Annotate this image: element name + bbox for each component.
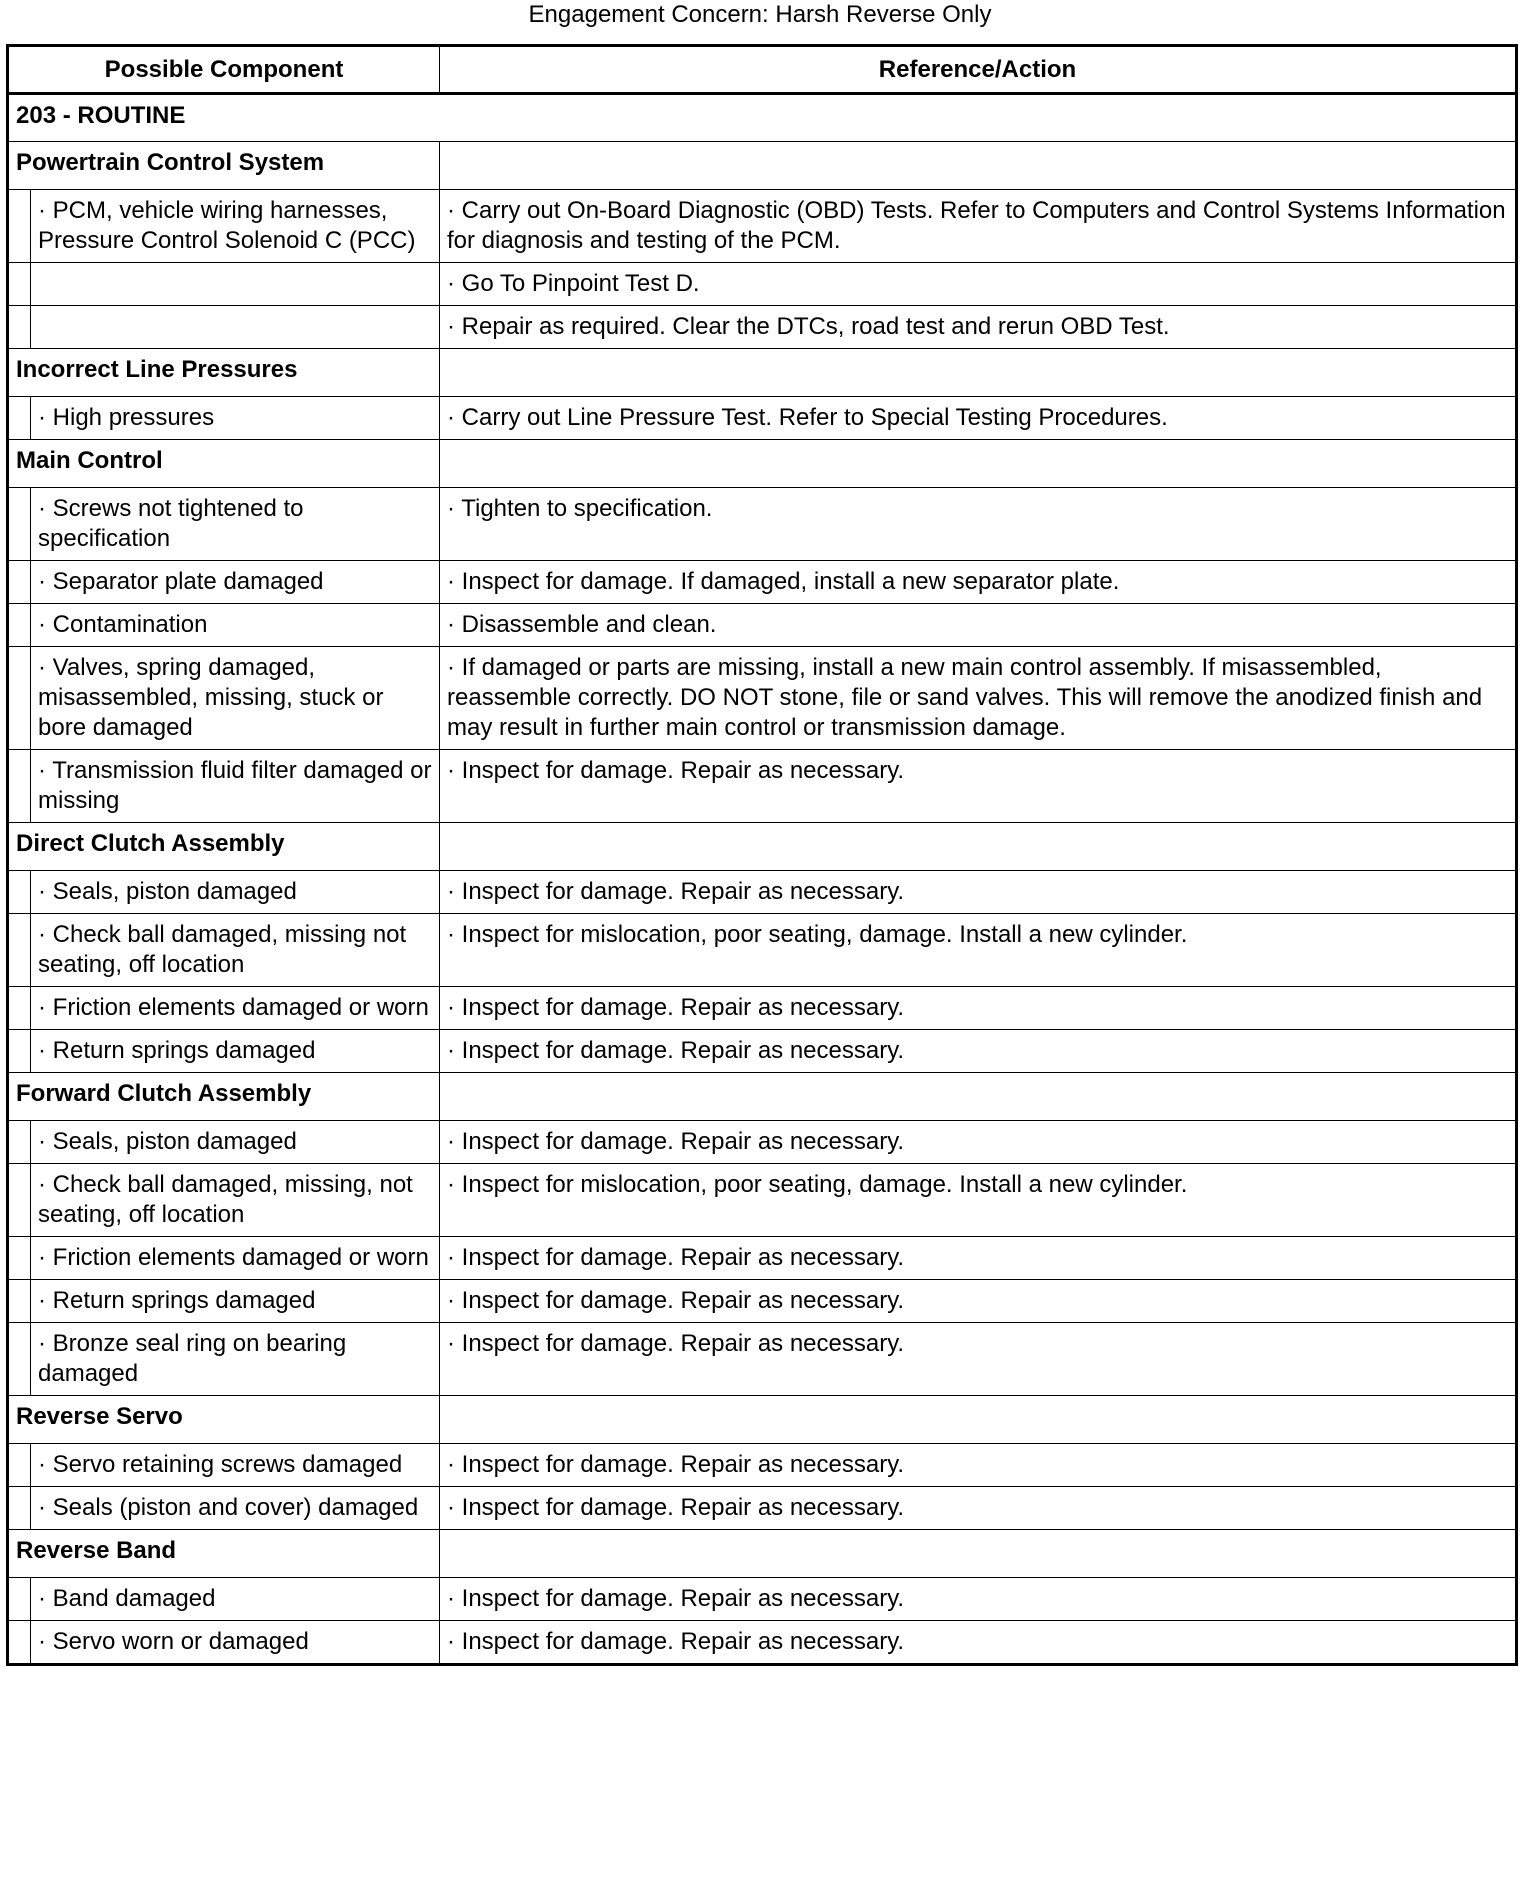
group-action-cell xyxy=(440,440,1517,488)
action-cell: · If damaged or parts are missing, install a new main control assembly. If misassembled, reassemble correctly. DO NOT stone, file or sand valves. This will remove the anodized finish and may result in further main control or transmission damage. xyxy=(440,647,1517,750)
table-row xyxy=(8,561,1517,604)
column-header-action: Reference/Action xyxy=(440,46,1517,94)
table-row xyxy=(8,1444,1517,1487)
table-row xyxy=(8,263,1517,306)
indent-cell xyxy=(8,647,31,750)
action-cell: · Inspect for damage. Repair as necessary. xyxy=(440,1121,1517,1164)
group-row xyxy=(8,440,1517,488)
action-cell: · Inspect for damage. Repair as necessary. xyxy=(440,1444,1517,1487)
table-row xyxy=(8,306,1517,349)
component-cell: · Contamination xyxy=(31,604,440,647)
action-cell: · Inspect for damage. Repair as necessary. xyxy=(440,1280,1517,1323)
table-row xyxy=(8,1164,1517,1237)
action-cell: · Inspect for mislocation, poor seating, damage. Install a new cylinder. xyxy=(440,914,1517,987)
indent-cell xyxy=(8,1237,31,1280)
component-cell: · Check ball damaged, missing, not seating, off location xyxy=(31,1164,440,1237)
component-cell: · Servo retaining screws damaged xyxy=(31,1444,440,1487)
group-title: Reverse Band xyxy=(8,1530,440,1578)
action-cell: · Inspect for damage. Repair as necessary. xyxy=(440,871,1517,914)
indent-cell xyxy=(8,914,31,987)
table-row xyxy=(8,871,1517,914)
table-caption: Engagement Concern: Harsh Reverse Only xyxy=(528,1,992,28)
table-row xyxy=(8,1030,1517,1073)
group-action-cell xyxy=(440,142,1517,190)
action-cell: · Go To Pinpoint Test D. xyxy=(440,263,1517,306)
component-cell: · Friction elements damaged or worn xyxy=(31,987,440,1030)
indent-cell xyxy=(8,1280,31,1323)
component-cell: · Valves, spring damaged, misassembled, missing, stuck or bore damaged xyxy=(31,647,440,750)
component-cell: · Return springs damaged xyxy=(31,1280,440,1323)
action-cell: · Inspect for damage. Repair as necessary. xyxy=(440,1237,1517,1280)
component-cell: · Screws not tightened to specification xyxy=(31,488,440,561)
indent-cell xyxy=(8,871,31,914)
table-body xyxy=(8,94,1517,1665)
group-action-cell xyxy=(440,823,1517,871)
component-cell: · Return springs damaged xyxy=(31,1030,440,1073)
indent-cell xyxy=(8,397,31,440)
group-action-cell xyxy=(440,1073,1517,1121)
group-title: Forward Clutch Assembly xyxy=(8,1073,440,1121)
component-cell: · Check ball damaged, missing not seating, off location xyxy=(31,914,440,987)
table-row xyxy=(8,1121,1517,1164)
table-row xyxy=(8,647,1517,750)
group-row xyxy=(8,349,1517,397)
table-row xyxy=(8,1487,1517,1530)
group-row xyxy=(8,142,1517,190)
table-row xyxy=(8,750,1517,823)
group-row xyxy=(8,823,1517,871)
component-cell: · Servo worn or damaged xyxy=(31,1621,440,1665)
table-row xyxy=(8,1621,1517,1665)
section-row xyxy=(8,94,1517,142)
component-cell: · Bronze seal ring on bearing damaged xyxy=(31,1323,440,1396)
component-cell: · Friction elements damaged or worn xyxy=(31,1237,440,1280)
indent-cell xyxy=(8,561,31,604)
group-action-cell xyxy=(440,1396,1517,1444)
group-title: Direct Clutch Assembly xyxy=(8,823,440,871)
group-action-cell xyxy=(440,349,1517,397)
component-cell: · Seals, piston damaged xyxy=(31,1121,440,1164)
group-row xyxy=(8,1530,1517,1578)
table-row xyxy=(8,190,1517,263)
indent-cell xyxy=(8,750,31,823)
indent-cell xyxy=(8,1030,31,1073)
group-title: Main Control xyxy=(8,440,440,488)
indent-cell xyxy=(8,1621,31,1665)
table-row xyxy=(8,1237,1517,1280)
indent-cell xyxy=(8,488,31,561)
indent-cell xyxy=(8,987,31,1030)
table-row xyxy=(8,914,1517,987)
table-row xyxy=(8,1323,1517,1396)
component-cell: · Separator plate damaged xyxy=(31,561,440,604)
table-row xyxy=(8,488,1517,561)
group-title: Powertrain Control System xyxy=(8,142,440,190)
table-row xyxy=(8,1578,1517,1621)
action-cell: · Disassemble and clean. xyxy=(440,604,1517,647)
action-cell: · Inspect for damage. Repair as necessary. xyxy=(440,1487,1517,1530)
component-cell: · Transmission fluid filter damaged or missing xyxy=(31,750,440,823)
action-cell: · Inspect for damage. Repair as necessary. xyxy=(440,1030,1517,1073)
action-cell: · Inspect for damage. If damaged, install a new separator plate. xyxy=(440,561,1517,604)
table-row xyxy=(8,987,1517,1030)
action-cell: · Tighten to specification. xyxy=(440,488,1517,561)
action-cell: · Repair as required. Clear the DTCs, road test and rerun OBD Test. xyxy=(440,306,1517,349)
indent-cell xyxy=(8,306,31,349)
action-cell: · Inspect for mislocation, poor seating, damage. Install a new cylinder. xyxy=(440,1164,1517,1237)
indent-cell xyxy=(8,604,31,647)
action-cell: · Carry out Line Pressure Test. Refer to Special Testing Procedures. xyxy=(440,397,1517,440)
column-header-component: Possible Component xyxy=(8,46,440,94)
action-cell: · Inspect for damage. Repair as necessary. xyxy=(440,987,1517,1030)
component-cell: · PCM, vehicle wiring harnesses, Pressure Control Solenoid C (PCC) xyxy=(31,190,440,263)
indent-cell xyxy=(8,1578,31,1621)
group-row xyxy=(8,1396,1517,1444)
component-cell: · Seals, piston damaged xyxy=(31,871,440,914)
table-row xyxy=(8,1280,1517,1323)
component-cell: · Band damaged xyxy=(31,1578,440,1621)
indent-cell xyxy=(8,1444,31,1487)
indent-cell xyxy=(8,263,31,306)
group-title: Reverse Servo xyxy=(8,1396,440,1444)
action-cell: · Inspect for damage. Repair as necessary. xyxy=(440,1323,1517,1396)
indent-cell xyxy=(8,1323,31,1396)
table-row xyxy=(8,397,1517,440)
component-cell xyxy=(31,263,440,306)
header-row xyxy=(8,46,1517,94)
section-title: 203 - ROUTINE xyxy=(8,94,1517,142)
indent-cell xyxy=(8,190,31,263)
indent-cell xyxy=(8,1164,31,1237)
indent-cell xyxy=(8,1487,31,1530)
diagnosis-table xyxy=(6,44,1518,1666)
action-cell: · Inspect for damage. Repair as necessary. xyxy=(440,1578,1517,1621)
action-cell: · Inspect for damage. Repair as necessary. xyxy=(440,750,1517,823)
indent-cell xyxy=(8,1121,31,1164)
action-cell: · Inspect for damage. Repair as necessary. xyxy=(440,1621,1517,1665)
group-action-cell xyxy=(440,1530,1517,1578)
group-row xyxy=(8,1073,1517,1121)
table-row xyxy=(8,604,1517,647)
component-cell: · High pressures xyxy=(31,397,440,440)
action-cell: · Carry out On-Board Diagnostic (OBD) Tests. Refer to Computers and Control Systems Information for diagnosis and testing of the PCM. xyxy=(440,190,1517,263)
group-title: Incorrect Line Pressures xyxy=(8,349,440,397)
component-cell xyxy=(31,306,440,349)
component-cell: · Seals (piston and cover) damaged xyxy=(31,1487,440,1530)
